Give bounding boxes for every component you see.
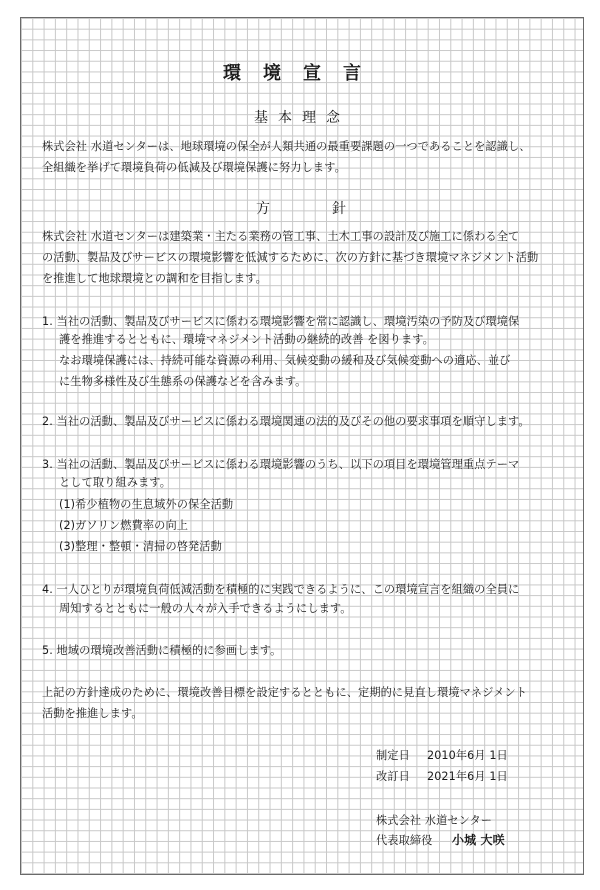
policy-item-1-line-1: 1. 当社の活動、製品及びサービスに係わる環境影響を常に認識し、環境汚染の予防及び環境保 <box>42 315 520 328</box>
company-name: 株式会社 水道センター <box>376 814 493 827</box>
policy-intro-line-3: を推進して地球環境との調和を目指します。 <box>42 272 267 285</box>
policy-item-1-line-4: に生物多様性及び生態系の保護などを含みます。 <box>59 375 307 388</box>
representative-title: 代表取締役 <box>376 834 433 847</box>
policy-item-4-line-2: 周知するとともに一般の人々が入手できるようにします。 <box>59 602 352 615</box>
policy-item-3-sub-2: (2)ガソリン燃費率の向上 <box>59 519 189 532</box>
policy-item-4-line-1: 4. 一人ひとりが環境負荷低減活動を積極的に実践できるように、この環境宣言を組織の全員に <box>42 583 520 596</box>
policy-intro-line-2: の活動、製品及びサービスの環境影響を低減するために、次の方針に基づき環境マネジメント活動 <box>42 251 539 264</box>
policy-heading: 方針 <box>256 201 408 217</box>
policy-item-3-line-2: として取り組みます。 <box>59 476 171 489</box>
representative-name: 小城 大咲 <box>452 833 505 847</box>
policy-item-5-line-1: 5. 地域の環境改善活動に積極的に参画します。 <box>42 644 282 657</box>
policy-item-1-line-2: 護を推進するとともに、環境マネジメント活動の継続的改善 を図ります。 <box>59 333 434 346</box>
policy-item-3-sub-1: (1)希少植物の生息域外の保全活動 <box>59 498 234 511</box>
policy-item-3-sub-3: (3)整理・整頓・清掃の啓発活動 <box>59 540 222 553</box>
basic-philosophy-heading: 基本理念 <box>254 110 350 126</box>
basic-philosophy-line-1: 株式会社 水道センターは、地球環境の保全が人類共通の最重要課題の一つであることを認識し、 <box>42 140 531 153</box>
policy-item-1-line-3: なお環境保護には、持続可能な資源の利用、気候変動の緩和及び気候変動への適応、並び <box>59 354 511 367</box>
closing-line-1: 上記の方針達成のために、環境改善目標を設定するとともに、定期的に見直し環境マネジメント <box>42 686 528 699</box>
policy-item-2-line-1: 2. 当社の活動、製品及びサービスに係わる環境関連の法的及びその他の要求事項を順守します。 <box>42 415 530 428</box>
policy-item-3-line-1: 3. 当社の活動、製品及びサービスに係わる環境影響のうち、以下の項目を環境管理重点テーマ <box>42 458 520 471</box>
document-title: 環境宣言 <box>223 63 383 84</box>
revised-label: 改訂日 <box>376 770 410 783</box>
established-label: 制定日 <box>376 749 410 762</box>
policy-intro-line-1: 株式会社 水道センターは建築業・主たる業務の管工事、土木工事の設計及び施工に係わる全て <box>42 230 520 243</box>
revised-date: 2021年6月 1日 <box>427 770 508 783</box>
basic-philosophy-line-2: 全組織を挙げて環境負荷の低減及び環境保護に努力します。 <box>42 161 346 174</box>
established-date: 2010年6月 1日 <box>427 749 508 762</box>
closing-line-2: 活動を推進します。 <box>42 707 143 720</box>
